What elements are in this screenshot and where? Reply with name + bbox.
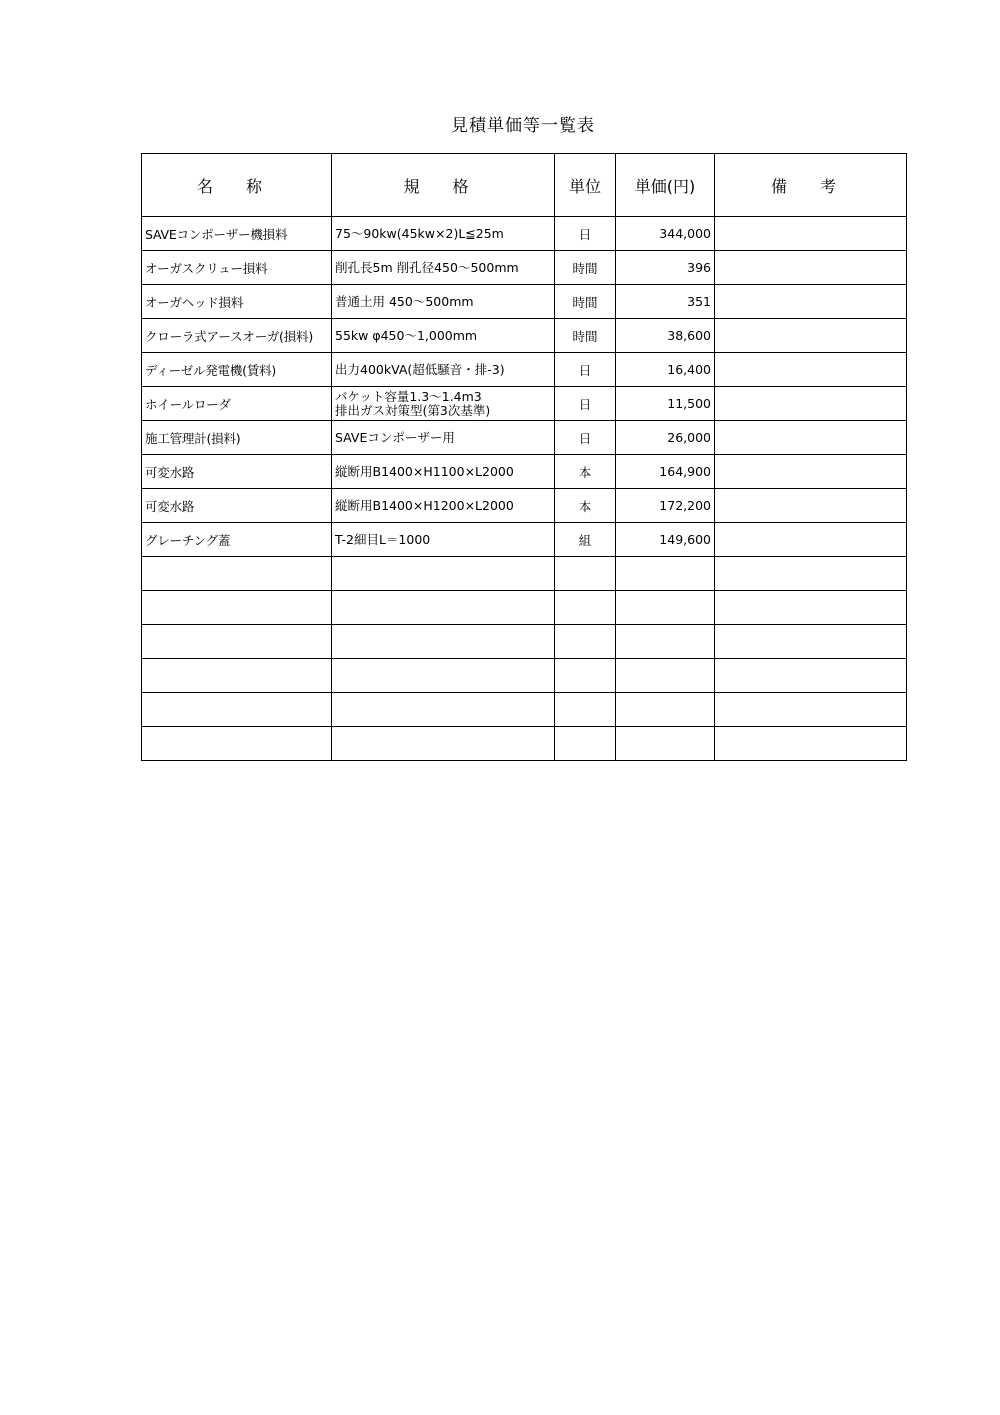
- cell-unit: 本: [555, 455, 616, 489]
- cell-name: [142, 591, 332, 625]
- cell-unit: 本: [555, 489, 616, 523]
- cell-price: 351: [616, 285, 715, 319]
- cell-note: [715, 523, 907, 557]
- cell-note: [715, 557, 907, 591]
- spec-line: 出力400kVA(超低騒音・排-3): [335, 361, 505, 377]
- cell-name: オーガヘッド損料: [142, 285, 332, 319]
- cell-name: [142, 693, 332, 727]
- table-row: [142, 251, 907, 285]
- table-row: [142, 387, 907, 421]
- spec-line: T-2細目L＝1000: [335, 531, 431, 547]
- cell-price: [616, 727, 715, 761]
- cell-price: [616, 659, 715, 693]
- cell-price: 11,500: [616, 387, 715, 421]
- cell-note: [715, 625, 907, 659]
- cell-unit: 日: [555, 353, 616, 387]
- table-row: [142, 285, 907, 319]
- spec-line: 55kw φ450～1,000mm: [335, 327, 478, 343]
- cell-price: 16,400: [616, 353, 715, 387]
- cell-price: 172,200: [616, 489, 715, 523]
- cell-price: 344,000: [616, 217, 715, 251]
- cell-name: ホイールローダ: [142, 387, 332, 421]
- spec-line: SAVEコンポーザー用: [335, 429, 455, 445]
- cell-unit: 日: [555, 421, 616, 455]
- cell-spec: [332, 353, 555, 387]
- cell-spec: [332, 387, 555, 421]
- cell-spec: [332, 625, 555, 659]
- table-row: [142, 591, 907, 625]
- spec-line: 削孔長5m 削孔径450～500mm: [335, 259, 519, 275]
- spec-line: バケット容量1.3～1.4m3: [335, 388, 482, 404]
- cell-note: [715, 319, 907, 353]
- cell-name: 施工管理計(損料): [142, 421, 332, 455]
- cell-note: [715, 421, 907, 455]
- cell-unit: [555, 591, 616, 625]
- cell-note: [715, 693, 907, 727]
- cell-name: [142, 659, 332, 693]
- cell-unit: [555, 693, 616, 727]
- cell-price: 26,000: [616, 421, 715, 455]
- page-title: 見積単価等一覧表: [451, 116, 595, 136]
- cell-unit: 時間: [555, 319, 616, 353]
- cell-price: 38,600: [616, 319, 715, 353]
- header-price: 単価(円): [616, 154, 715, 217]
- cell-note: [715, 251, 907, 285]
- cell-price: 164,900: [616, 455, 715, 489]
- price-table: [141, 153, 907, 761]
- cell-note: [715, 489, 907, 523]
- cell-name: 可変水路: [142, 455, 332, 489]
- cell-note: [715, 353, 907, 387]
- table-row: [142, 557, 907, 591]
- cell-unit: 時間: [555, 251, 616, 285]
- table-row: [142, 353, 907, 387]
- cell-unit: [555, 727, 616, 761]
- cell-spec: [332, 727, 555, 761]
- table-row: [142, 421, 907, 455]
- cell-name: オーガスクリュー損料: [142, 251, 332, 285]
- table-row: [142, 217, 907, 251]
- cell-unit: [555, 659, 616, 693]
- cell-unit: 組: [555, 523, 616, 557]
- cell-name: [142, 557, 332, 591]
- cell-spec: [332, 217, 555, 251]
- header-unit: 単位: [555, 154, 616, 217]
- cell-note: [715, 455, 907, 489]
- cell-name: [142, 727, 332, 761]
- spec-line: 縦断用B1400×H1100×L2000: [335, 463, 514, 479]
- cell-price: [616, 625, 715, 659]
- table-row: [142, 625, 907, 659]
- cell-price: [616, 693, 715, 727]
- cell-unit: [555, 625, 616, 659]
- spec-line-2: 排出ガス対策型(第3次基準): [335, 402, 491, 418]
- cell-name: 可変水路: [142, 489, 332, 523]
- cell-spec: [332, 591, 555, 625]
- cell-note: [715, 217, 907, 251]
- table-row: [142, 693, 907, 727]
- cell-spec: [332, 319, 555, 353]
- table-row: [142, 659, 907, 693]
- cell-note: [715, 285, 907, 319]
- header-spec: 規 格: [332, 154, 555, 217]
- cell-unit: 日: [555, 387, 616, 421]
- cell-note: [715, 727, 907, 761]
- spec-line: 普通土用 450～500mm: [335, 293, 474, 309]
- cell-spec: [332, 285, 555, 319]
- cell-spec: [332, 251, 555, 285]
- cell-price: [616, 557, 715, 591]
- spec-line: 75～90kw(45kw×2)L≦25m: [335, 225, 504, 241]
- cell-name: クローラ式アースオーガ(損料): [142, 319, 332, 353]
- cell-unit: 日: [555, 217, 616, 251]
- cell-name: グレーチング蓋: [142, 523, 332, 557]
- cell-price: 149,600: [616, 523, 715, 557]
- cell-unit: [555, 557, 616, 591]
- cell-spec: [332, 693, 555, 727]
- cell-price: 396: [616, 251, 715, 285]
- cell-note: [715, 387, 907, 421]
- cell-price: [616, 591, 715, 625]
- cell-spec: [332, 523, 555, 557]
- table-row: [142, 455, 907, 489]
- cell-spec: [332, 455, 555, 489]
- cell-name: SAVEコンポーザー機損料: [142, 217, 332, 251]
- cell-name: [142, 625, 332, 659]
- table-row: [142, 319, 907, 353]
- cell-note: [715, 659, 907, 693]
- cell-spec: [332, 557, 555, 591]
- spec-line: 縦断用B1400×H1200×L2000: [335, 497, 514, 513]
- cell-spec: [332, 489, 555, 523]
- table-row: [142, 523, 907, 557]
- cell-spec: [332, 421, 555, 455]
- cell-note: [715, 591, 907, 625]
- table-row: [142, 489, 907, 523]
- table-row: [142, 727, 907, 761]
- cell-name: ディーゼル発電機(賃料): [142, 353, 332, 387]
- header-row: [142, 154, 907, 217]
- cell-unit: 時間: [555, 285, 616, 319]
- header-name: 名 称: [142, 154, 332, 217]
- cell-spec: [332, 659, 555, 693]
- header-note: 備 考: [715, 154, 907, 217]
